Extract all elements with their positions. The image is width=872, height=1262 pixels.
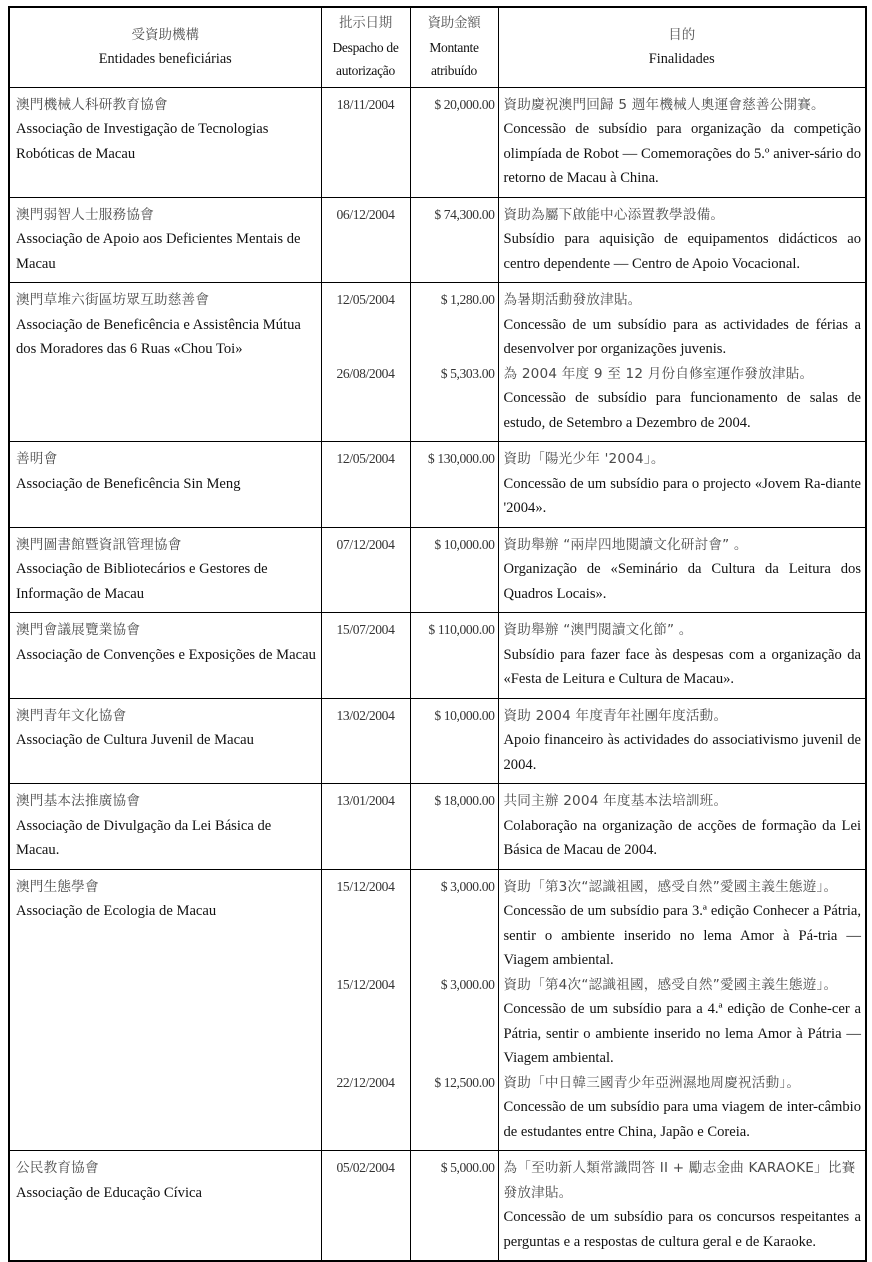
date-cell: [321, 527, 410, 613]
entity-cell: [9, 442, 321, 528]
grant-purpose: [504, 789, 862, 863]
grant-amount: $ 3,000.00: [440, 878, 495, 894]
date-cell: [321, 698, 410, 784]
purpose-pt: Concessão de subsídio para organização da competição olimpíada de Robot — Comemorações do 5.º aniver-sário do retorno de Macau à China.: [503, 121, 861, 186]
grant-date: 15/12/2004: [336, 878, 395, 894]
grant-purpose: [504, 93, 862, 191]
entity-cell: [9, 698, 321, 784]
grant-amount: $ 3,000.00: [440, 976, 495, 992]
entity-cell: [9, 283, 321, 442]
purpose-pt: Concessão de um subsídio para 3.ª edição Conhecer a Pátria, sentir o ambiente inserido no lema Amor à Pá-tria — Viagem ambiental.: [503, 903, 861, 968]
entity-cell: [9, 613, 321, 699]
purpose-zh: 資助為屬下啟能中心添置教學設備。: [503, 206, 725, 223]
entity-cell: [9, 87, 321, 197]
purpose-cell: [498, 197, 866, 283]
table-row: [9, 527, 866, 613]
purpose-zh: 資助 2004 年度青年社團年度活動。: [503, 707, 728, 724]
table-row: [9, 283, 866, 442]
grant-purpose: [504, 203, 862, 277]
table-row: [9, 613, 866, 699]
grant-date: 13/02/2004: [336, 707, 395, 723]
grant-amount: $ 20,000.00: [434, 96, 495, 112]
grants-table: [8, 6, 867, 1262]
entity-cell: [9, 527, 321, 613]
date-cell: [321, 869, 410, 1151]
entity-name-zh: 公民教育協會: [16, 1160, 99, 1176]
grant-purpose: [504, 447, 862, 521]
grant-purpose: [504, 533, 862, 607]
purpose-zh: 資助慶祝澳門回歸 5 週年機械人奧運會慈善公開賽。: [503, 96, 825, 113]
purpose-cell: [498, 442, 866, 528]
entity-name-zh: 澳門生態學會: [16, 878, 99, 895]
grant-date: 12/05/2004: [336, 292, 395, 307]
purpose-zh: 共同主辦 2004 年度基本法培訓班。: [503, 793, 728, 809]
purpose-zh: 資助「第4次“認識祖國，感受自然”愛國主義生態遊」。: [503, 976, 838, 993]
purpose-pt: Concessão de um subsídio para os concursos respeitantes a perguntas e a respostas de cultura geral e de Karaoke.: [503, 1209, 861, 1250]
table-row: [9, 698, 866, 784]
grant-amount: $ 10,000.00: [434, 536, 495, 552]
grant-date: 05/02/2004: [336, 1160, 395, 1175]
grant-purpose: [504, 1071, 862, 1145]
entity-name-pt: Associação de Investigação de Tecnologias Robóticas de Macau: [16, 121, 269, 162]
entity-name-pt: Associação de Convenções e Exposições de Macau: [16, 646, 316, 663]
entity-name-pt: Associação de Bibliotecários e Gestores de Informação de Macau: [16, 561, 268, 602]
entity-name-pt: Associação de Cultura Juvenil de Macau: [16, 732, 254, 748]
grant-purpose: [504, 288, 862, 362]
grant-date: 15/07/2004: [336, 622, 395, 637]
header-purpose: [498, 7, 866, 87]
purpose-cell: [498, 869, 866, 1151]
purpose-pt: Concessão de subsídio para funcionamento de salas de estudo, de Setembro a Dezembro de 2004.: [503, 390, 861, 431]
grant-amount: $ 10,000.00: [434, 707, 495, 723]
grant-purpose: [504, 362, 862, 436]
purpose-zh: 資助「陽光少年 '2004」。: [503, 451, 665, 467]
amount-cell: [410, 613, 498, 699]
table-row: [9, 442, 866, 528]
amount-cell: [410, 283, 498, 442]
amount-cell: [410, 784, 498, 870]
entity-name-pt: Associação de Apoio aos Deficientes Mentais de Macau: [16, 231, 301, 272]
entity-name-pt: Associação de Beneficência e Assistência Mútua dos Moradores das 6 Ruas «Chou Toi»: [16, 316, 301, 357]
header-date-zh: 批示日期: [339, 15, 392, 31]
grant-amount: $ 5,303.00: [440, 365, 495, 381]
grant-purpose: [504, 875, 862, 973]
purpose-pt: Concessão de um subsídio para o projecto «Jovem Ra-diante '2004».: [503, 475, 861, 516]
grant-amount: $ 110,000.00: [428, 622, 495, 637]
grant-amount: $ 18,000.00: [434, 793, 495, 808]
header-entity-zh: 受資助機構: [131, 27, 199, 44]
entity-name-zh: 善明會: [16, 451, 58, 467]
grant-date: 18/11/2004: [336, 96, 395, 112]
purpose-pt: Concessão de um subsídio para uma viagem de inter-câmbio de estudantes entre China, Japão e Coreia.: [503, 1099, 861, 1140]
grant-amount: $ 12,500.00: [434, 1074, 495, 1090]
table-header: [9, 7, 866, 87]
grant-purpose: [504, 618, 862, 692]
purpose-pt: Concessão de um subsídio para as actividades de férias a desenvolver por organizações juvenis.: [503, 316, 861, 357]
purpose-pt: Concessão de um subsídio para a 4.ª edição de Conhe-cer a Pátria, sentir o ambiente inserido no lema Amor à Pátria — Viagem ambiental.: [503, 1001, 861, 1066]
purpose-zh: 資助舉辦 “兩岸四地閱讀文化研討會” 。: [503, 536, 748, 553]
grant-amount: $ 5,000.00: [440, 1160, 495, 1175]
entity-cell: [9, 197, 321, 283]
purpose-cell: [498, 87, 866, 197]
entity-name-zh: 澳門基本法推廣協會: [16, 793, 141, 809]
entity-name-pt: Associação de Ecologia de Macau: [16, 903, 217, 919]
entity-cell: [9, 1151, 321, 1262]
table-row: [9, 87, 866, 197]
header-amount-zh: 資助金額: [427, 15, 481, 31]
grant-purpose: [504, 1156, 862, 1254]
date-cell: [321, 442, 410, 528]
purpose-pt: Subsídio para fazer face às despesas com a organização da «Festa de Leitura e Cultura de Macau».: [503, 646, 861, 687]
entity-name-zh: 澳門機械人科研教育協會: [16, 96, 168, 113]
purpose-pt: Organização de «Seminário da Cultura da Leitura dos Quadros Locais».: [503, 561, 861, 602]
grant-purpose: [504, 973, 862, 1071]
entity-name-zh: 澳門草堆六街區坊眾互助慈善會: [16, 292, 210, 308]
amount-cell: [410, 87, 498, 197]
header-purpose-zh: 目的: [668, 27, 696, 44]
purpose-cell: [498, 698, 866, 784]
grant-purpose: [504, 704, 862, 778]
grant-date: 13/01/2004: [336, 793, 395, 808]
header-purpose-pt: Finalidades: [648, 51, 715, 68]
header-entity: [9, 7, 321, 87]
header-amount: [410, 7, 498, 87]
grant-date: 06/12/2004: [336, 206, 395, 222]
date-cell: [321, 784, 410, 870]
amount-cell: [410, 197, 498, 283]
header-date: [321, 7, 410, 87]
entity-name-zh: 澳門弱智人士服務協會: [16, 206, 154, 223]
date-cell: [321, 87, 410, 197]
date-cell: [321, 613, 410, 699]
purpose-zh: 資助「中日韓三國青少年亞洲濕地周慶祝活動」。: [503, 1074, 801, 1091]
entity-cell: [9, 869, 321, 1151]
grant-date: 26/08/2004: [336, 365, 395, 381]
entity-name-zh: 澳門圖書館暨資訊管理協會: [16, 536, 182, 553]
grant-amount: $ 1,280.00: [440, 292, 495, 307]
entity-name-pt: Associação de Divulgação da Lei Básica de Macau.: [16, 817, 272, 858]
date-cell: [321, 197, 410, 283]
entity-name-pt: Associação de Beneficência Sin Meng: [16, 475, 241, 492]
date-cell: [321, 283, 410, 442]
purpose-cell: [498, 784, 866, 870]
table-body: [9, 87, 866, 1261]
grant-date: 12/05/2004: [336, 451, 395, 466]
purpose-pt: Colaboração na organização de acções de formação da Lei Básica de Macau de 2004.: [503, 817, 861, 858]
table-row: [9, 197, 866, 283]
table-row: [9, 784, 866, 870]
purpose-pt: Apoio financeiro às actividades do associativismo juvenil de 2004.: [503, 732, 861, 773]
purpose-zh: 為 2004 年度 9 至 12 月份自修室運作發放津貼。: [503, 365, 814, 382]
amount-cell: [410, 527, 498, 613]
header-row: [9, 7, 866, 87]
date-cell: [321, 1151, 410, 1262]
purpose-cell: [498, 527, 866, 613]
table-row: [9, 869, 866, 1151]
header-date-pt1: Despacho de: [332, 39, 399, 55]
entity-name-zh: 澳門會議展覽業協會: [16, 622, 141, 638]
header-amount-pt2: atribuído: [430, 63, 478, 78]
amount-cell: [410, 869, 498, 1151]
amount-cell: [410, 698, 498, 784]
amount-cell: [410, 1151, 498, 1262]
purpose-zh: 為暑期活動發放津貼。: [503, 292, 642, 308]
purpose-zh: 資助「第3次“認識祖國，感受自然”愛國主義生態遊」。: [503, 878, 838, 895]
grant-date: 15/12/2004: [336, 976, 395, 992]
header-date-pt2: autorização: [336, 63, 395, 78]
entity-cell: [9, 784, 321, 870]
table-row: [9, 1151, 866, 1262]
grant-date: 22/12/2004: [336, 1074, 395, 1090]
header-entity-pt: Entidades beneficiárias: [98, 51, 232, 68]
purpose-zh: 為「至叻新人類常識問答 II + 勵志金曲 KARAOKE」比賽發放津貼。: [503, 1160, 856, 1201]
grant-date: 07/12/2004: [336, 536, 395, 552]
purpose-pt: Subsídio para aquisição de equipamentos didácticos ao centro dependente — Centro de Apoio Vocacional.: [503, 231, 861, 272]
entity-name-zh: 澳門青年文化協會: [16, 707, 127, 724]
purpose-zh: 資助舉辦 “澳門閱讀文化節” 。: [503, 622, 693, 638]
entity-name-pt: Associação de Educação Cívica: [16, 1184, 202, 1201]
purpose-cell: [498, 283, 866, 442]
purpose-cell: [498, 613, 866, 699]
amount-cell: [410, 442, 498, 528]
header-amount-pt1: Montante: [429, 39, 479, 55]
purpose-cell: [498, 1151, 866, 1262]
grant-amount: $ 74,300.00: [434, 206, 495, 222]
grant-amount: $ 130,000.00: [427, 451, 495, 466]
